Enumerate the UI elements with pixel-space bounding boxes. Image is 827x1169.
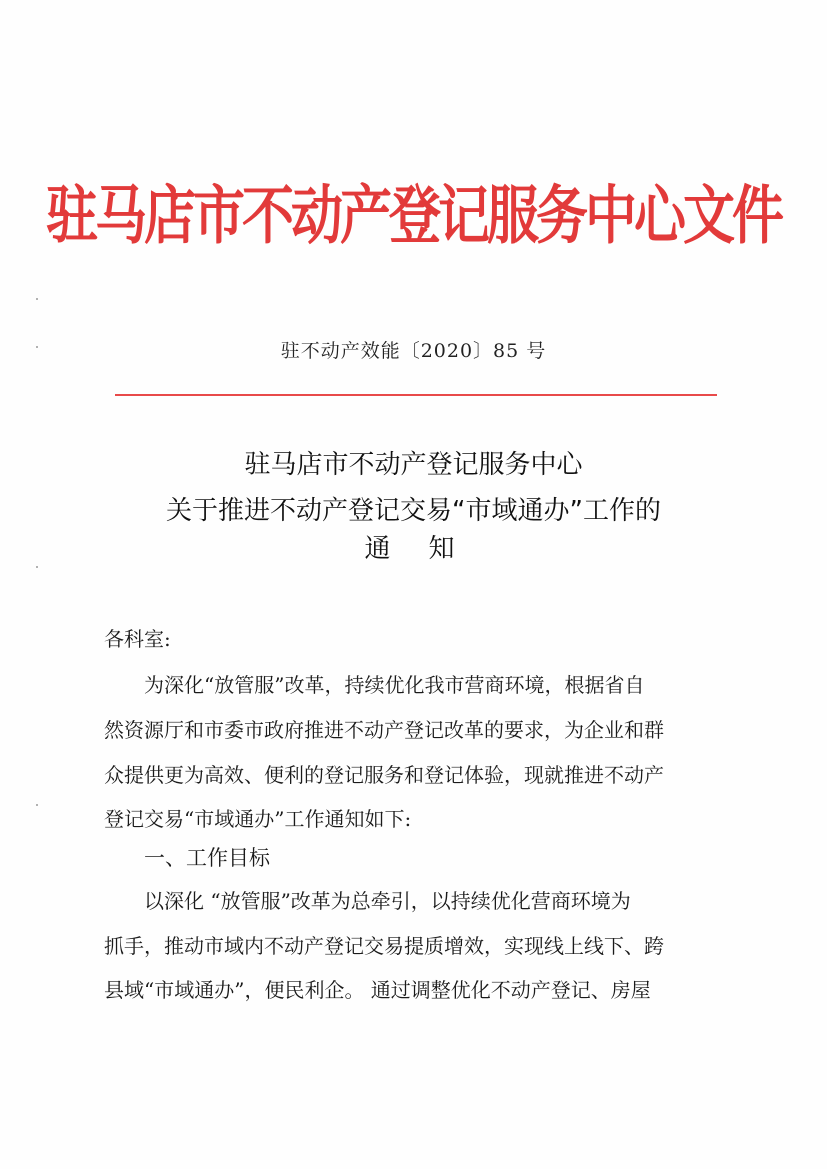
paragraph-line: 以深化 “放管服”改革为总牵引，以持续优化营商环境为: [144, 889, 631, 913]
paragraph-line: 然资源厅和市委市政府推进不动产登记改革的要求，为企业和群: [104, 718, 664, 742]
title-line-3: 通知: [364, 534, 493, 564]
title-line-2: 关于推进不动产登记交易“市域通办”工作的: [166, 496, 661, 526]
paragraph-line: 抓手，推动市域内不动产登记交易提质增效，实现线上线下、跨: [104, 934, 664, 958]
scan-speck: [36, 804, 38, 806]
paragraph-line: 县域“市域通办”，便民利企。 通过调整优化不动产登记、房屋: [104, 978, 651, 1002]
title-line-1: 驻马店市不动产登记服务中心: [244, 450, 583, 480]
paragraph-line: 众提供更为高效、便利的登记服务和登记体验，现就推进不动产: [104, 763, 664, 787]
scan-speck: [36, 346, 38, 348]
paragraph-line: 登记交易“市域通办”工作通知如下:: [104, 807, 412, 831]
red-divider: [115, 394, 717, 396]
scan-speck: [36, 298, 38, 300]
document-number: 驻不动产效能〔2020〕85 号: [280, 340, 547, 362]
paragraph-line: 为深化“放管服”改革，持续优化我市营商环境，根据省自: [144, 673, 645, 697]
section-heading: 一、工作目标: [144, 846, 270, 870]
scan-speck: [36, 566, 38, 568]
salutation: 各科室:: [104, 627, 171, 651]
issuer-banner: 驻马店市不动产登记服务中心文件: [45, 180, 781, 254]
